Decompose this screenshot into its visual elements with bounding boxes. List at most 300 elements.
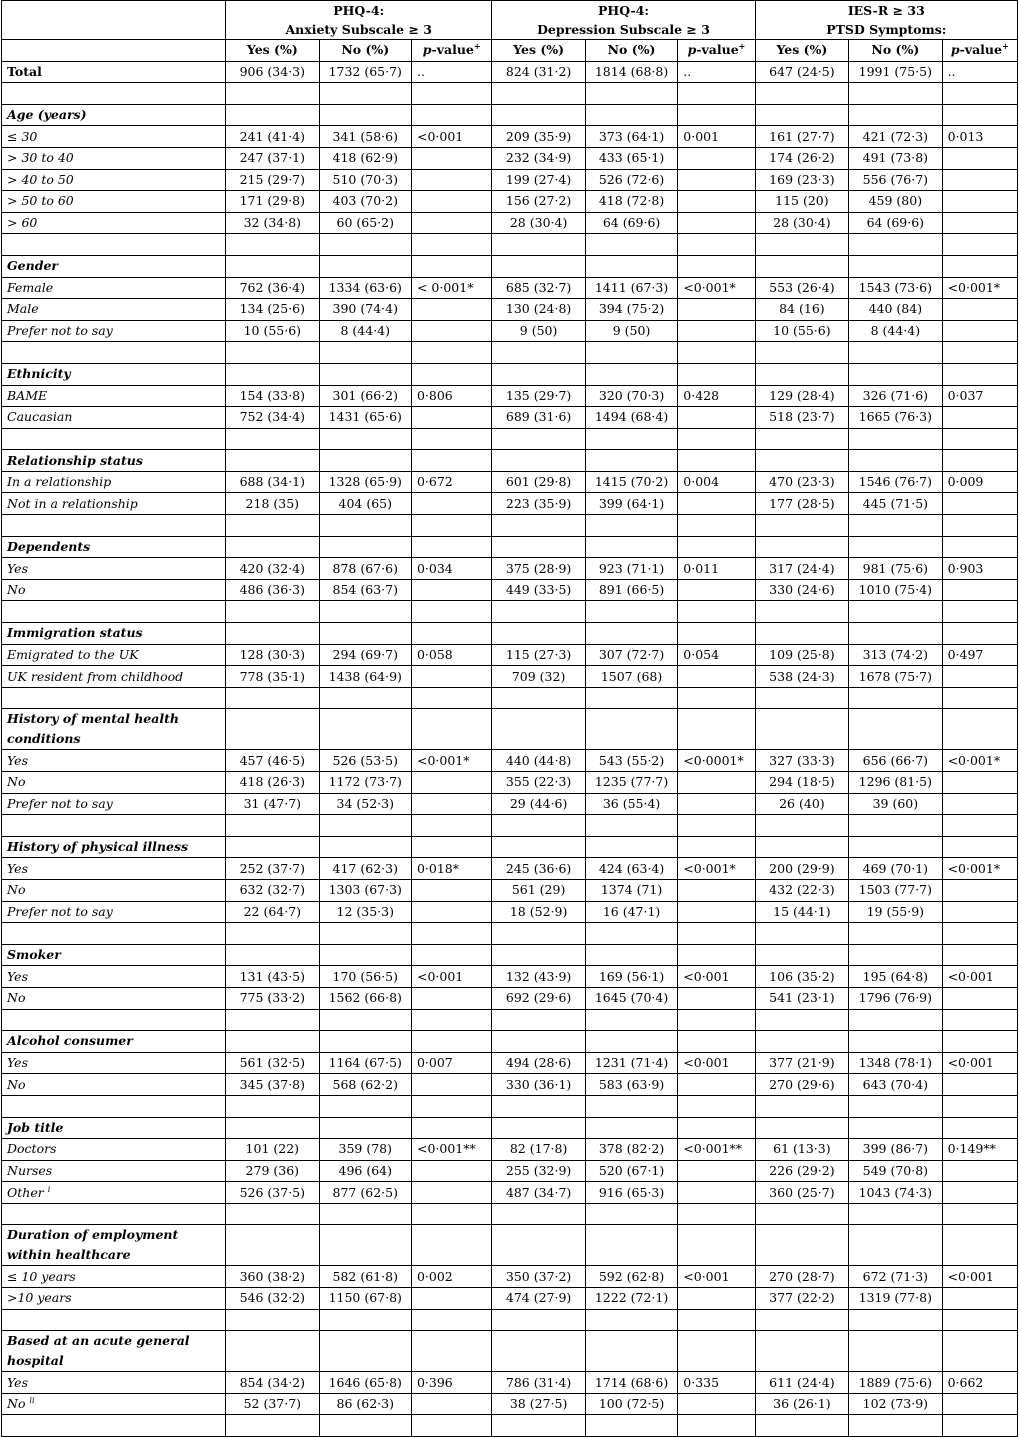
empty-cell xyxy=(755,1117,848,1139)
value-cell: 320 (70·3) xyxy=(585,385,677,407)
p-value-cell xyxy=(411,879,491,901)
section-label: Duration of employment within healthcare xyxy=(2,1225,226,1266)
row-label-text: No xyxy=(7,882,26,898)
value-cell: 1415 (70·2) xyxy=(585,471,677,493)
empty-cell xyxy=(411,450,491,472)
empty-cell xyxy=(319,623,411,645)
empty-cell xyxy=(849,104,942,126)
value-cell: 209 (35·9) xyxy=(492,126,585,148)
p-value-cell xyxy=(678,1288,755,1310)
empty-cell xyxy=(226,1309,319,1331)
value-cell: 223 (35·9) xyxy=(492,493,585,515)
empty-cell xyxy=(585,1331,677,1372)
value-cell: 824 (31·2) xyxy=(492,61,585,83)
empty-cell xyxy=(678,255,755,277)
empty-cell xyxy=(411,428,491,450)
empty-cell xyxy=(585,1225,677,1266)
value-cell: 457 (46·5) xyxy=(226,750,319,772)
value-cell: 9 (50) xyxy=(492,320,585,342)
empty-cell xyxy=(411,104,491,126)
empty-cell xyxy=(678,1117,755,1139)
empty-cell xyxy=(678,363,755,385)
table-row xyxy=(2,1052,1018,1074)
value-cell: 752 (34·4) xyxy=(226,407,319,429)
value-cell: 330 (36·1) xyxy=(492,1074,585,1096)
value-cell: 421 (72·3) xyxy=(849,126,942,148)
empty-cell xyxy=(849,1117,942,1139)
p-value-cell xyxy=(678,987,755,1009)
p-value-cell xyxy=(942,579,1017,601)
p-value-cell: 0·011 xyxy=(678,558,755,580)
empty-cell xyxy=(226,450,319,472)
value-cell: 1562 (66·8) xyxy=(319,987,411,1009)
p-value-cell: <0·001* xyxy=(942,750,1017,772)
empty-cell xyxy=(849,601,942,623)
value-cell: 689 (31·6) xyxy=(492,407,585,429)
value-cell: 1319 (77·8) xyxy=(849,1288,942,1310)
empty-cell xyxy=(585,687,677,709)
value-cell: 487 (34·7) xyxy=(492,1182,585,1204)
table-row xyxy=(2,879,1018,901)
empty-cell xyxy=(585,623,677,645)
row-label xyxy=(2,1372,226,1394)
section-header-row xyxy=(2,944,1018,966)
value-cell: 1431 (65·6) xyxy=(319,407,411,429)
row-label-text: No xyxy=(7,1076,26,1092)
row-label xyxy=(2,772,226,794)
value-cell: 270 (28·7) xyxy=(755,1266,848,1288)
empty-cell xyxy=(849,83,942,105)
empty-cell xyxy=(585,83,677,105)
p-suffix: -value xyxy=(959,42,1002,58)
empty-cell xyxy=(849,342,942,364)
empty-cell xyxy=(319,104,411,126)
empty-cell xyxy=(226,428,319,450)
row-label-text: Female xyxy=(7,279,54,295)
value-cell: 252 (37·7) xyxy=(226,858,319,880)
table-row xyxy=(2,1372,1018,1394)
empty-cell xyxy=(226,515,319,537)
empty-cell xyxy=(585,1031,677,1053)
empty-cell xyxy=(492,1117,585,1139)
col-depression-yes: Yes (%) xyxy=(492,40,585,62)
empty-cell xyxy=(411,944,491,966)
p-value-cell: <0·001** xyxy=(411,1139,491,1161)
value-cell: 418 (72·8) xyxy=(585,191,677,213)
value-cell: 1494 (68·4) xyxy=(585,407,677,429)
empty-cell xyxy=(585,1009,677,1031)
row-label-text: Prefer not to say xyxy=(7,795,113,811)
empty-cell xyxy=(319,1331,411,1372)
value-cell: 313 (74·2) xyxy=(849,644,942,666)
value-cell: 359 (78) xyxy=(319,1139,411,1161)
empty-cell xyxy=(226,363,319,385)
empty-cell xyxy=(319,450,411,472)
section-label: History of physical illness xyxy=(2,836,226,858)
section-label: Job title xyxy=(2,1117,226,1139)
empty-cell xyxy=(849,536,942,558)
empty-cell xyxy=(678,1031,755,1053)
value-cell: 31 (47·7) xyxy=(226,793,319,815)
p-value-cell xyxy=(411,407,491,429)
value-cell: 656 (66·7) xyxy=(849,750,942,772)
value-cell: 877 (62·5) xyxy=(319,1182,411,1204)
empty-cell xyxy=(226,1117,319,1139)
value-cell: 685 (32·7) xyxy=(492,277,585,299)
empty-cell xyxy=(755,836,848,858)
table-row xyxy=(2,191,1018,213)
empty-cell xyxy=(755,536,848,558)
value-cell: 778 (35·1) xyxy=(226,666,319,688)
p-value-cell xyxy=(678,1182,755,1204)
table-row xyxy=(2,126,1018,148)
value-cell: 1374 (71) xyxy=(585,879,677,901)
empty-cell xyxy=(942,1331,1017,1372)
value-cell: 169 (56·1) xyxy=(585,966,677,988)
empty-cell xyxy=(942,515,1017,537)
value-cell: 526 (72·6) xyxy=(585,169,677,191)
empty-cell xyxy=(585,601,677,623)
value-cell: 350 (37·2) xyxy=(492,1266,585,1288)
col-depression-p xyxy=(678,40,755,62)
value-cell: 424 (63·4) xyxy=(585,858,677,880)
footnote-marker: i xyxy=(47,1184,51,1194)
empty-cell xyxy=(942,1031,1017,1053)
empty-cell xyxy=(226,83,319,105)
value-cell: 161 (27·7) xyxy=(755,126,848,148)
value-cell: 154 (33·8) xyxy=(226,385,319,407)
value-cell: 255 (32·9) xyxy=(492,1160,585,1182)
value-cell: 28 (30·4) xyxy=(755,212,848,234)
p-value-cell xyxy=(411,1288,491,1310)
table-row xyxy=(2,471,1018,493)
row-label xyxy=(2,987,226,1009)
empty-cell xyxy=(2,601,226,623)
row-label-text: No xyxy=(7,990,26,1006)
value-cell: 61 (13·3) xyxy=(755,1139,848,1161)
section-header-row xyxy=(2,255,1018,277)
empty-cell xyxy=(492,815,585,837)
ptsd-header-line1: IES-R ≥ 33 xyxy=(847,3,925,18)
row-label-text: Yes xyxy=(7,1374,28,1390)
empty-cell xyxy=(942,255,1017,277)
p-sup: + xyxy=(473,41,481,52)
empty-cell xyxy=(755,104,848,126)
col-ptsd-no: No (%) xyxy=(849,40,942,62)
value-cell: 549 (70·8) xyxy=(849,1160,942,1182)
value-cell: 247 (37·1) xyxy=(226,147,319,169)
spacer-row xyxy=(2,234,1018,256)
empty-cell xyxy=(678,104,755,126)
value-cell: 878 (67·6) xyxy=(319,558,411,580)
value-cell: 377 (21·9) xyxy=(755,1052,848,1074)
empty-cell xyxy=(755,515,848,537)
value-cell: 1814 (68·8) xyxy=(585,61,677,83)
empty-cell xyxy=(678,687,755,709)
value-cell: 19 (55·9) xyxy=(849,901,942,923)
empty-cell xyxy=(755,1009,848,1031)
empty-cell xyxy=(411,234,491,256)
row-label-text: Yes xyxy=(7,860,28,876)
empty-cell xyxy=(411,836,491,858)
value-cell: 375 (28·9) xyxy=(492,558,585,580)
value-cell: 36 (55·4) xyxy=(585,793,677,815)
value-cell: 643 (70·4) xyxy=(849,1074,942,1096)
col-anxiety-p xyxy=(411,40,491,62)
value-cell: 474 (27·9) xyxy=(492,1288,585,1310)
row-label xyxy=(2,277,226,299)
p-value-cell: 0·428 xyxy=(678,385,755,407)
empty-cell xyxy=(678,944,755,966)
row-label xyxy=(2,407,226,429)
empty-cell xyxy=(678,1203,755,1225)
empty-cell xyxy=(226,234,319,256)
empty-cell xyxy=(585,709,677,750)
empty-cell xyxy=(755,255,848,277)
value-cell: 404 (65) xyxy=(319,493,411,515)
empty-cell xyxy=(678,815,755,837)
empty-cell xyxy=(755,1203,848,1225)
empty-cell xyxy=(319,1203,411,1225)
empty-cell xyxy=(226,255,319,277)
p-suffix: -value xyxy=(431,42,474,58)
p-value-cell: <0·001* xyxy=(942,277,1017,299)
row-label xyxy=(2,147,226,169)
empty-cell xyxy=(849,815,942,837)
empty-cell xyxy=(755,709,848,750)
value-cell: 170 (56·5) xyxy=(319,966,411,988)
section-header-row xyxy=(2,536,1018,558)
value-cell: 327 (33·3) xyxy=(755,750,848,772)
spacer-row xyxy=(2,515,1018,537)
empty-cell xyxy=(492,1095,585,1117)
value-cell: 1546 (76·7) xyxy=(849,471,942,493)
value-cell: 1503 (77·7) xyxy=(849,879,942,901)
p-value-cell xyxy=(942,212,1017,234)
value-cell: 100 (72·5) xyxy=(585,1393,677,1415)
section-label: Smoker xyxy=(2,944,226,966)
value-cell: 18 (52·9) xyxy=(492,901,585,923)
total-row xyxy=(2,61,1018,83)
value-cell: 301 (66·2) xyxy=(319,385,411,407)
p-value-cell xyxy=(678,879,755,901)
empty-cell xyxy=(2,687,226,709)
empty-cell xyxy=(492,1031,585,1053)
section-header-row xyxy=(2,836,1018,858)
p-value-cell: 0·396 xyxy=(411,1372,491,1394)
empty-cell xyxy=(319,601,411,623)
value-cell: 132 (43·9) xyxy=(492,966,585,988)
table-row xyxy=(2,147,1018,169)
empty-cell xyxy=(492,428,585,450)
value-cell: 440 (84) xyxy=(849,299,942,321)
spacer-row xyxy=(2,1095,1018,1117)
value-cell: 568 (62·2) xyxy=(319,1074,411,1096)
row-label xyxy=(2,493,226,515)
empty-cell xyxy=(942,1117,1017,1139)
depression-header-line2: Depression Subscale ≥ 3 xyxy=(537,22,710,37)
section-header-row xyxy=(2,1225,1018,1266)
empty-cell xyxy=(226,815,319,837)
section-label: Ethnicity xyxy=(2,363,226,385)
p-value-cell xyxy=(942,879,1017,901)
empty-cell xyxy=(585,1117,677,1139)
value-cell: 541 (23·1) xyxy=(755,987,848,1009)
value-cell: 538 (24·3) xyxy=(755,666,848,688)
table-row xyxy=(2,987,1018,1009)
empty-cell xyxy=(755,623,848,645)
empty-cell xyxy=(492,1309,585,1331)
value-cell: 28 (30·4) xyxy=(492,212,585,234)
p-value-cell: 0·903 xyxy=(942,558,1017,580)
empty-cell xyxy=(226,536,319,558)
row-label xyxy=(2,471,226,493)
row-label xyxy=(2,879,226,901)
value-cell: 279 (36) xyxy=(226,1160,319,1182)
value-cell: 1296 (81·5) xyxy=(849,772,942,794)
value-cell: 1645 (70·4) xyxy=(585,987,677,1009)
empty-cell xyxy=(849,234,942,256)
value-cell: 8 (44·4) xyxy=(849,320,942,342)
empty-cell xyxy=(411,1309,491,1331)
empty-cell xyxy=(849,428,942,450)
empty-cell xyxy=(2,1309,226,1331)
row-label-text: Yes xyxy=(7,560,28,576)
value-cell: 109 (25·8) xyxy=(755,644,848,666)
value-cell: 433 (65·1) xyxy=(585,147,677,169)
value-cell: 245 (36·6) xyxy=(492,858,585,880)
value-cell: 418 (26·3) xyxy=(226,772,319,794)
value-cell: 345 (37·8) xyxy=(226,1074,319,1096)
table-row xyxy=(2,858,1018,880)
empty-cell xyxy=(226,1095,319,1117)
value-cell: 129 (28·4) xyxy=(755,385,848,407)
value-cell: 232 (34·9) xyxy=(492,147,585,169)
value-cell: 510 (70·3) xyxy=(319,169,411,191)
section-label: Relationship status xyxy=(2,450,226,472)
empty-cell xyxy=(411,1415,491,1437)
value-cell: 341 (58·6) xyxy=(319,126,411,148)
row-label xyxy=(2,1393,226,1415)
empty-cell xyxy=(942,687,1017,709)
empty-cell xyxy=(492,234,585,256)
empty-cell xyxy=(678,83,755,105)
value-cell: 494 (28·6) xyxy=(492,1052,585,1074)
header-empty-cell xyxy=(2,1,226,40)
empty-cell xyxy=(755,815,848,837)
empty-cell xyxy=(678,342,755,364)
empty-cell xyxy=(492,342,585,364)
empty-cell xyxy=(492,255,585,277)
p-value-cell: 0·335 xyxy=(678,1372,755,1394)
empty-cell xyxy=(411,1203,491,1225)
p-value-cell xyxy=(678,407,755,429)
empty-cell xyxy=(411,342,491,364)
empty-cell xyxy=(942,923,1017,945)
value-cell: 459 (80) xyxy=(849,191,942,213)
empty-cell xyxy=(226,1415,319,1437)
p-value-cell xyxy=(411,579,491,601)
row-label-text: In a relationship xyxy=(7,474,112,490)
value-cell: 582 (61·8) xyxy=(319,1266,411,1288)
p-value-cell: 0·018* xyxy=(411,858,491,880)
p-value-cell: <0·001 xyxy=(678,1052,755,1074)
empty-cell xyxy=(585,1309,677,1331)
empty-cell xyxy=(678,428,755,450)
empty-cell xyxy=(849,1031,942,1053)
empty-cell xyxy=(492,836,585,858)
value-cell: 470 (23·3) xyxy=(755,471,848,493)
p-value-cell xyxy=(942,299,1017,321)
empty-cell xyxy=(492,601,585,623)
empty-cell xyxy=(942,601,1017,623)
value-cell: 601 (29·8) xyxy=(492,471,585,493)
empty-cell xyxy=(755,234,848,256)
empty-cell xyxy=(942,1203,1017,1225)
empty-cell xyxy=(411,623,491,645)
empty-cell xyxy=(319,428,411,450)
p-value-cell xyxy=(678,1074,755,1096)
empty-cell xyxy=(226,687,319,709)
value-cell: 916 (65·3) xyxy=(585,1182,677,1204)
p-value-cell xyxy=(411,147,491,169)
empty-cell xyxy=(585,536,677,558)
table-row xyxy=(2,299,1018,321)
empty-cell xyxy=(585,1203,677,1225)
empty-cell xyxy=(678,1415,755,1437)
value-cell: 156 (27·2) xyxy=(492,191,585,213)
row-label-text: > 30 to 40 xyxy=(7,150,74,166)
row-label-text: Total xyxy=(7,63,42,79)
col-ptsd-yes: Yes (%) xyxy=(755,40,848,62)
empty-cell xyxy=(411,83,491,105)
anxiety-header-line1: PHQ-4: xyxy=(333,3,385,18)
empty-cell xyxy=(942,709,1017,750)
p-value-cell: 0·007 xyxy=(411,1052,491,1074)
empty-cell xyxy=(226,1031,319,1053)
row-label xyxy=(2,858,226,880)
value-cell: 647 (24·5) xyxy=(755,61,848,83)
p-value-cell xyxy=(942,666,1017,688)
empty-cell xyxy=(319,944,411,966)
value-cell: 583 (63·9) xyxy=(585,1074,677,1096)
empty-cell xyxy=(319,342,411,364)
p-italic: p xyxy=(950,42,960,58)
empty-cell xyxy=(411,515,491,537)
empty-cell xyxy=(2,83,226,105)
row-label xyxy=(2,385,226,407)
empty-cell xyxy=(319,1309,411,1331)
value-cell: 688 (34·1) xyxy=(226,471,319,493)
ptsd-header-line2: PTSD Symptoms: xyxy=(826,22,947,37)
empty-cell xyxy=(678,1331,755,1372)
value-cell: 394 (75·2) xyxy=(585,299,677,321)
p-value-cell xyxy=(411,320,491,342)
empty-cell xyxy=(942,450,1017,472)
p-value-cell: 0·054 xyxy=(678,644,755,666)
row-label xyxy=(2,191,226,213)
section-header-row xyxy=(2,1331,1018,1372)
value-cell: 1889 (75·6) xyxy=(849,1372,942,1394)
empty-cell xyxy=(2,923,226,945)
value-cell: 553 (26·4) xyxy=(755,277,848,299)
empty-cell xyxy=(411,536,491,558)
empty-cell xyxy=(319,255,411,277)
empty-cell xyxy=(585,515,677,537)
p-value-cell xyxy=(411,169,491,191)
empty-cell xyxy=(942,1225,1017,1266)
col-anxiety-yes: Yes (%) xyxy=(226,40,319,62)
